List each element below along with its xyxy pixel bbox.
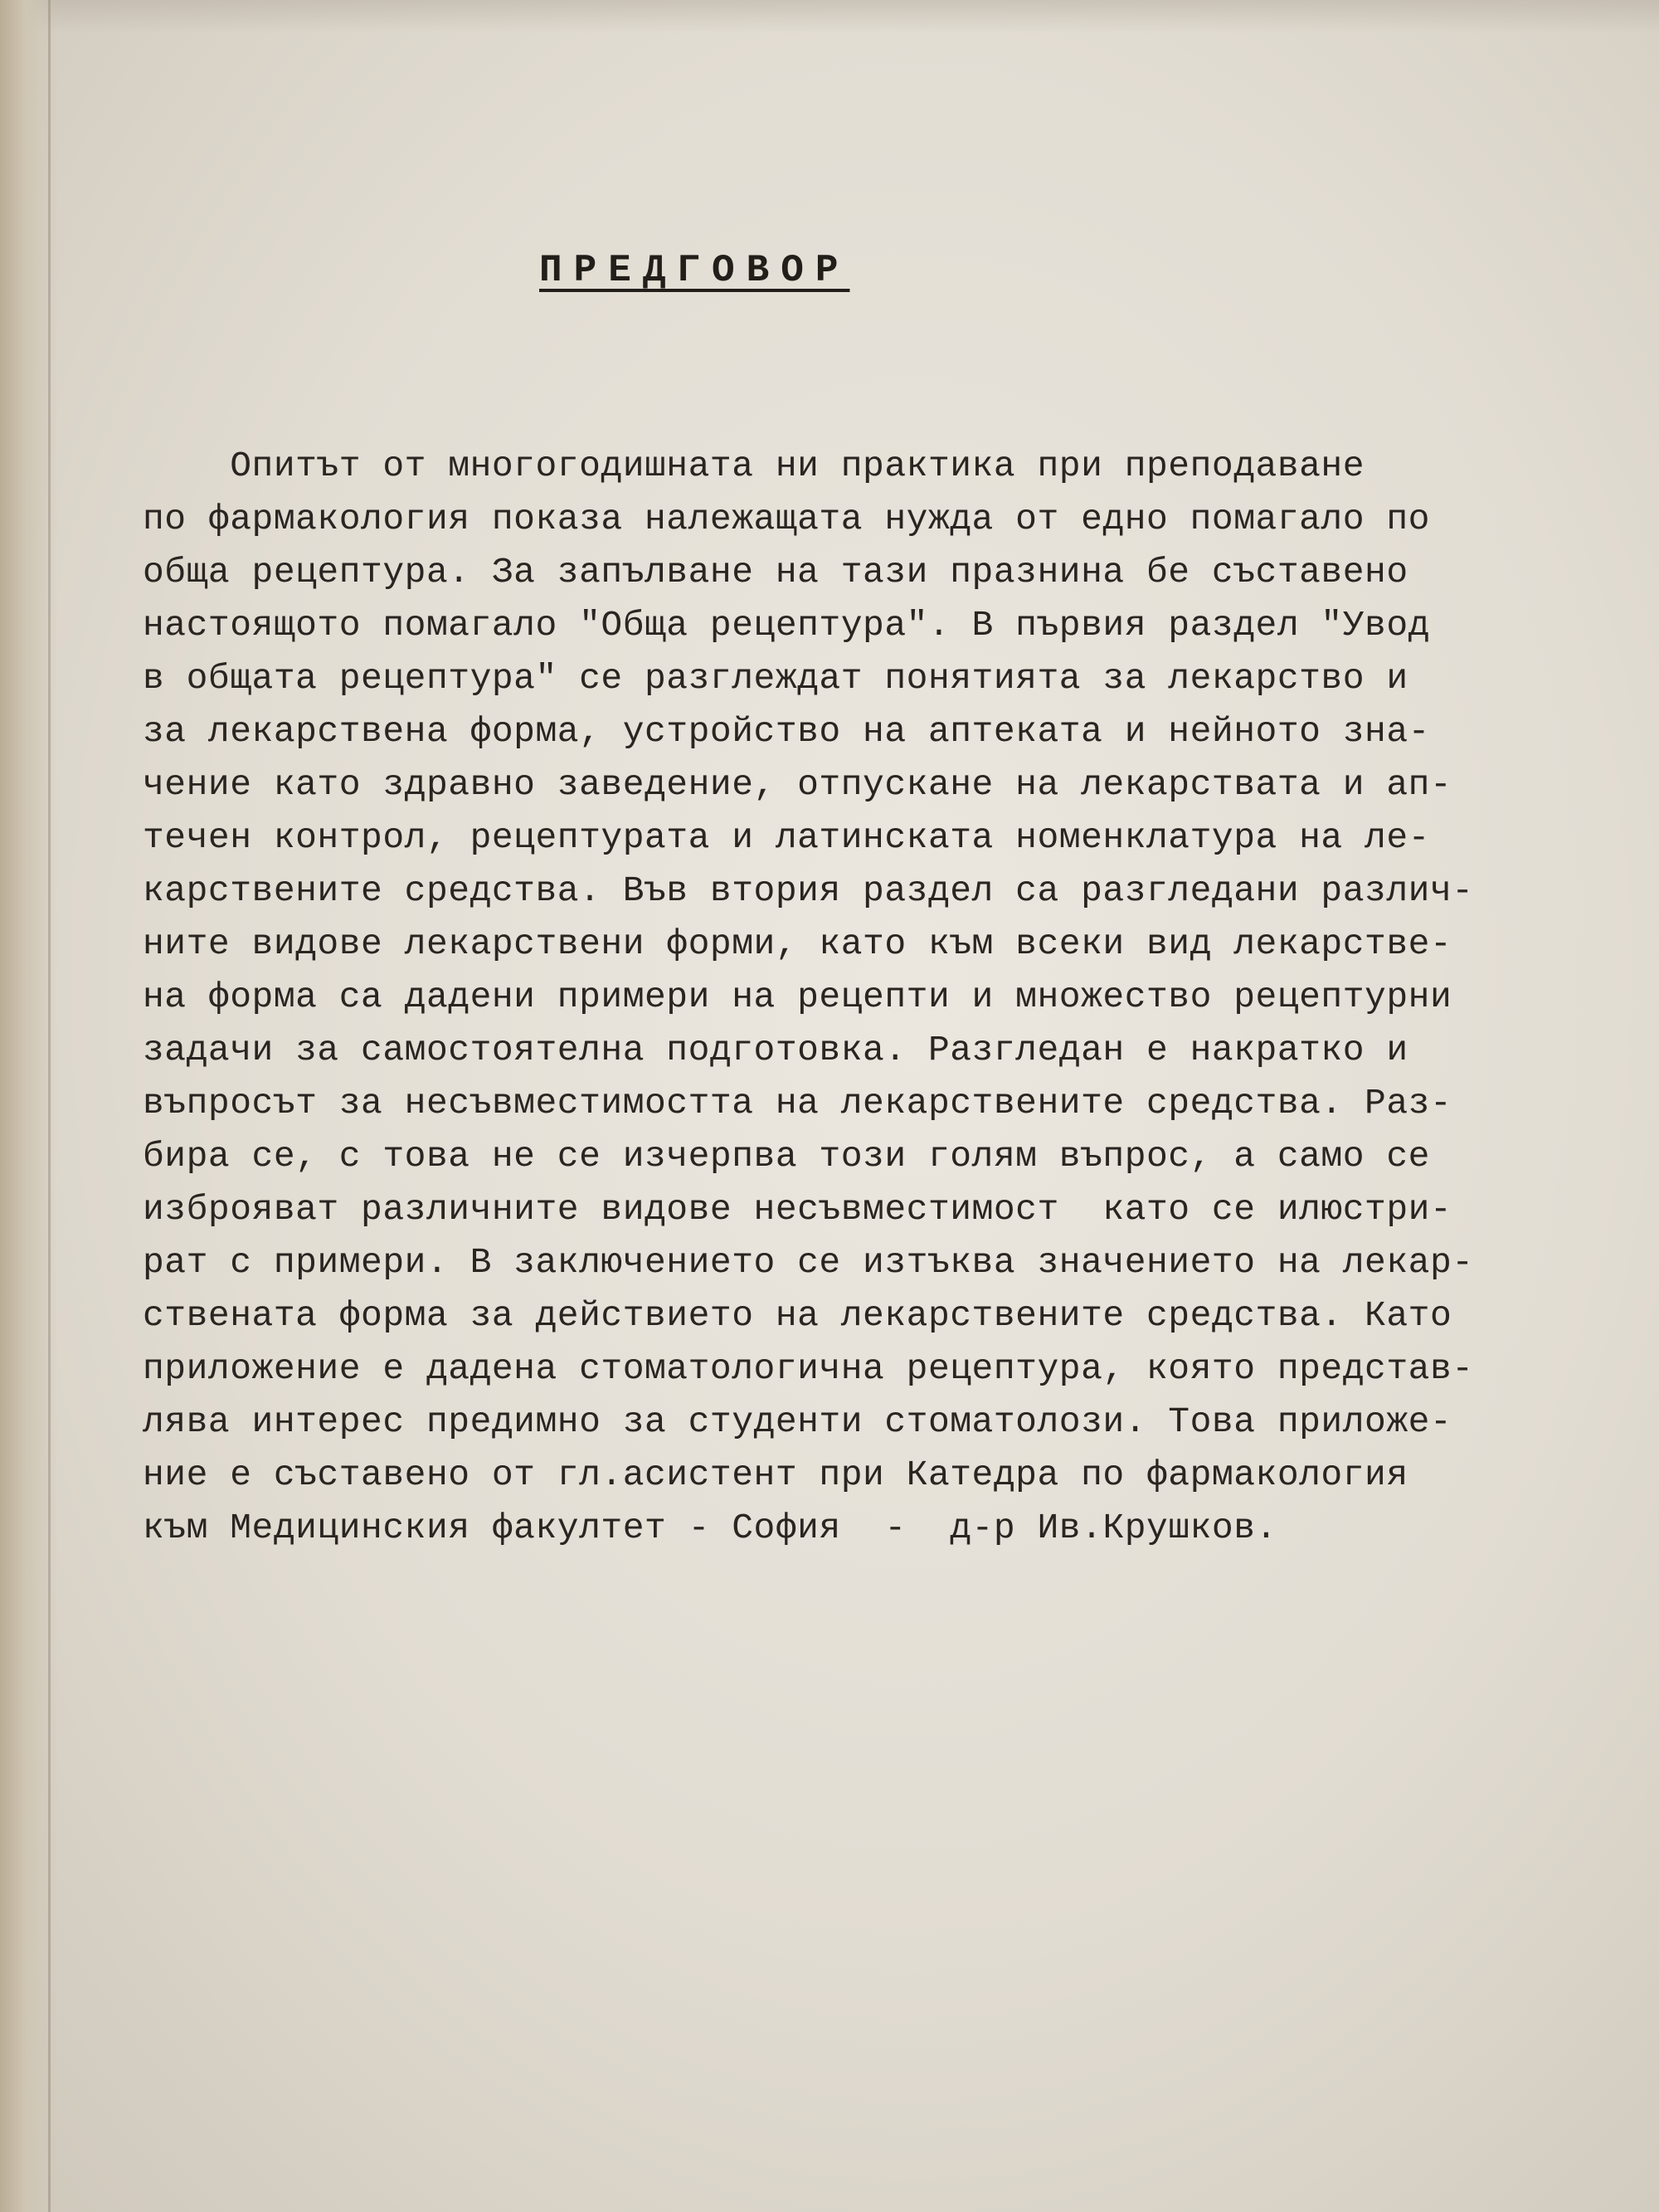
body-line-5: в общата рецептура" се разглеждат понятията за лекарство и xyxy=(143,658,1408,699)
preface-body xyxy=(143,440,1474,1555)
body-line-16: рат с примери. В заключението се изтъква значението на лекар- xyxy=(143,1242,1474,1283)
body-line-1: Опитът от многогодишната ни практика при преподаване xyxy=(143,446,1365,486)
body-line-19: лява интерес предимно за студенти стоматолози. Това приложе- xyxy=(143,1401,1452,1442)
body-line-4: настоящото помагало "Обща рецептура". В първия раздел "Увод xyxy=(143,605,1430,646)
page-left-edge xyxy=(48,0,51,2212)
body-line-12: задачи за самостоятелна подготовка. Разгледан е накратко и xyxy=(143,1030,1408,1070)
body-line-9: карствените средства. Във втория раздел са разгледани различ- xyxy=(143,870,1474,911)
body-line-11: на форма са дадени примери на рецепти и множество рецептурни xyxy=(143,977,1452,1017)
body-line-13: въпросът за несъвместимостта на лекарствените средства. Раз- xyxy=(143,1083,1452,1123)
body-line-20: ние е съставено от гл.асистент при Катедра по фармакология xyxy=(143,1454,1408,1495)
document-title: ПРЕДГОВОР xyxy=(539,249,850,292)
body-line-10: ните видове лекарствени форми, като към всеки вид лекарстве- xyxy=(143,923,1452,964)
page-top-edge xyxy=(0,0,1659,33)
body-line-21: към Медицинския факултет - София - д-р Ив.Крушков. xyxy=(143,1508,1277,1548)
body-line-2: по фармакология показа належащата нужда от едно помагало по xyxy=(143,499,1430,539)
body-line-8: течен контрол, рецептурата и латинската номенклатура на ле- xyxy=(143,817,1430,858)
body-line-17: ствената форма за действието на лекарствените средства. Като xyxy=(143,1295,1452,1336)
body-line-15: изброяват различните видове несъвместимост като се илюстри- xyxy=(143,1189,1452,1230)
body-line-14: бира се, с това не се изчерпва този голям въпрос, а само се xyxy=(143,1136,1430,1177)
body-line-18: приложение е дадена стоматологична рецептура, която представ- xyxy=(143,1348,1474,1389)
body-line-7: чение като здравно заведение, отпускане на лекарствата и ап- xyxy=(143,764,1452,805)
body-line-6: за лекарствена форма, устройство на аптеката и нейното зна- xyxy=(143,711,1430,752)
body-line-3: обща рецептура. За запълване на тази празнина бе съставено xyxy=(143,552,1408,592)
